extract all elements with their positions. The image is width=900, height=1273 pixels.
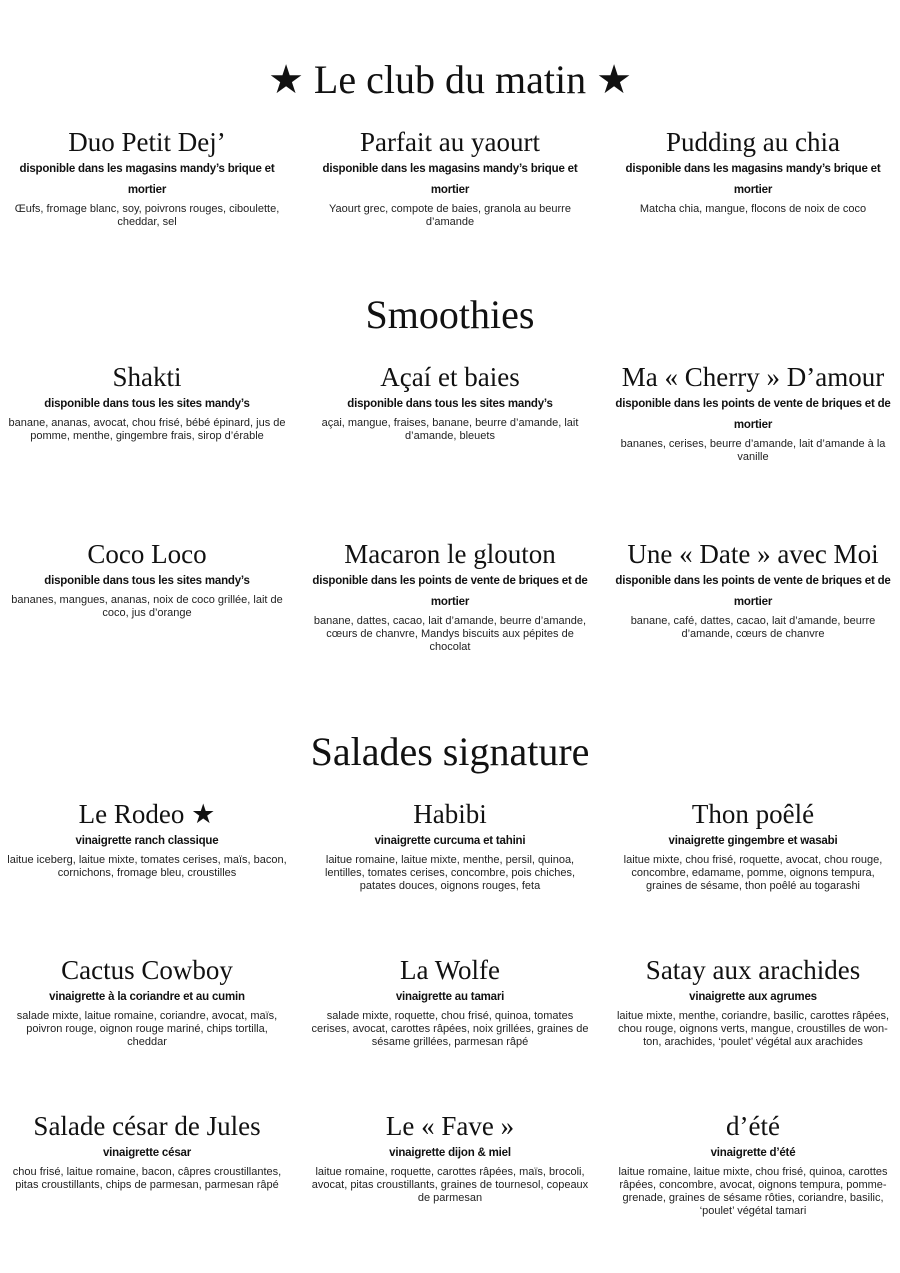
item-name: Parfait au yaourt [360,127,540,157]
menu-item [613,957,893,1049]
item-name: Satay aux arachides [645,955,861,985]
menu-item [613,364,893,464]
item-availability: vinaigrette aux agrumes [689,991,817,1003]
item-ingredients: salade mixte, laitue romaine, coriandre, avocat, maïs, poivron rouge, oignon rouge mariné, chips tortilla, cheddar [16,1010,278,1048]
item-availability: disponible dans tous les sites mandy’s [347,398,553,410]
menu-item [310,129,590,229]
item-name: Le Rodeo ★ [78,799,216,829]
item-ingredients: laitue mixte, chou frisé, roquette, avocat, chou rouge, concombre, edamame, pomme, oignons tempura, graines de sésame, thon poêlé au togarashi [623,854,883,892]
item-name: La Wolfe [399,955,501,985]
menu-item [310,801,590,893]
item-ingredients: bananes, cerises, beurre d’amande, lait d’amande à la vanille [620,438,886,463]
item-ingredients: laitue romaine, roquette, carottes râpées, maïs, brocoli, avocat, pitas croustillants, graines de tournesol, copeaux de parmesan [311,1166,589,1204]
menu-item [7,801,287,880]
item-name: Duo Petit Dej’ [68,127,226,157]
menu-item [613,1113,893,1218]
menu-item [613,129,893,216]
item-availability: disponible dans les points de vente de briques et de mortier [312,575,588,608]
item-name: Le « Fave » [385,1111,515,1141]
item-ingredients: açai, mangue, fraises, banane, beurre d’amande, lait d’amande, bleuets [321,417,579,442]
item-name: Ma « Cherry » D’amour [621,362,885,392]
item-ingredients: laitue mixte, menthe, coriandre, basilic, carottes râpées, chou rouge, oignons verts, mangue, croustilles de won-ton, arachides, ‘poulet’ végétal aux arachides [616,1010,890,1048]
item-availability: vinaigrette à la coriandre et au cumin [49,991,245,1003]
item-ingredients: bananes, mangues, ananas, noix de coco grillée, lait de coco, jus d’orange [11,594,283,619]
item-ingredients: banane, dattes, cacao, lait d’amande, beurre d’amande, cœurs de chanvre, Mandys biscuits aux pépites de chocolat [313,615,587,653]
section-title-le-club-du-matin: ★ Le club du matin ★ [268,57,632,102]
item-availability: vinaigrette dijon & miel [389,1147,511,1159]
item-name: Pudding au chia [666,127,840,157]
section-title-smoothies: Smoothies [365,292,535,337]
item-name: Shakti [112,362,182,392]
item-name: Cactus Cowboy [61,955,233,985]
item-availability: disponible dans les points de vente de briques et de mortier [615,398,891,431]
item-name: Macaron le glouton [344,539,556,569]
menu-item [613,541,893,641]
item-availability: disponible dans les magasins mandy’s brique et mortier [625,163,881,196]
item-name: Coco Loco [87,539,207,569]
menu-item [310,1113,590,1205]
item-ingredients: banane, ananas, avocat, chou frisé, bébé épinard, jus de pomme, menthe, gingembre frais, sirop d’érable [8,417,286,442]
item-availability: vinaigrette gingembre et wasabi [668,835,838,847]
item-availability: vinaigrette au tamari [395,991,505,1003]
item-name: Une « Date » avec Moi [627,539,879,569]
item-name: d’été [726,1111,780,1141]
item-availability: disponible dans les magasins mandy’s brique et mortier [19,163,275,196]
item-ingredients: Œufs, fromage blanc, soy, poivrons rouges, ciboulette, cheddar, sel [14,203,280,228]
item-availability: disponible dans les magasins mandy’s brique et mortier [322,163,578,196]
item-availability: vinaigrette ranch classique [75,835,219,847]
item-ingredients: banane, café, dattes, cacao, lait d’amande, beurre d’amande, cœurs de chanvre [630,615,876,640]
item-ingredients: laitue romaine, laitue mixte, chou frisé, quinoa, carottes râpées, concombre, avocat, oignons tempura, pomme-grenade, graines de sésame rôties, coriandre, basilic, ‘poulet’ végétal tamari [618,1166,888,1217]
item-ingredients: Yaourt grec, compote de baies, granola au beurre d’amande [329,203,571,228]
item-name: Açaí et baies [380,362,520,392]
menu-item [310,957,590,1049]
item-name: Thon poêlé [691,799,815,829]
item-name: Habibi [413,799,487,829]
menu-item [310,364,590,443]
item-availability: vinaigrette curcuma et tahini [374,835,526,847]
menu-item [7,129,287,229]
item-availability: disponible dans tous les sites mandy’s [44,398,250,410]
item-availability: disponible dans les points de vente de briques et de mortier [615,575,891,608]
menu-item [7,957,287,1049]
item-ingredients: salade mixte, roquette, chou frisé, quinoa, tomates cerises, avocat, carottes râpées, noix grillées, graines de sésame grillées, parmesan râpé [311,1010,589,1048]
section-title-salades-signature: Salades signature [310,729,590,774]
menu-item [310,541,590,654]
menu-item [7,1113,287,1192]
item-ingredients: laitue romaine, laitue mixte, menthe, persil, quinoa, lentilles, tomates cerises, concombre, pois chiches, patates douces, oignons rouges, feta [324,854,576,892]
item-ingredients: Matcha chia, mangue, flocons de noix de coco [639,203,867,215]
menu-item [7,364,287,443]
item-availability: vinaigrette d’été [710,1147,796,1159]
item-availability: disponible dans tous les sites mandy’s [44,575,250,587]
item-ingredients: chou frisé, laitue romaine, bacon, câpres croustillantes, pitas croustillants, chips de parmesan, parmesan râpé [12,1166,282,1191]
item-availability: vinaigrette césar [102,1147,191,1159]
menu-item [7,541,287,620]
item-ingredients: laitue iceberg, laitue mixte, tomates cerises, maïs, bacon, cornichons, fromage bleu, croustilles [7,854,287,879]
item-name: Salade césar de Jules [33,1111,261,1141]
menu-item [613,801,893,893]
